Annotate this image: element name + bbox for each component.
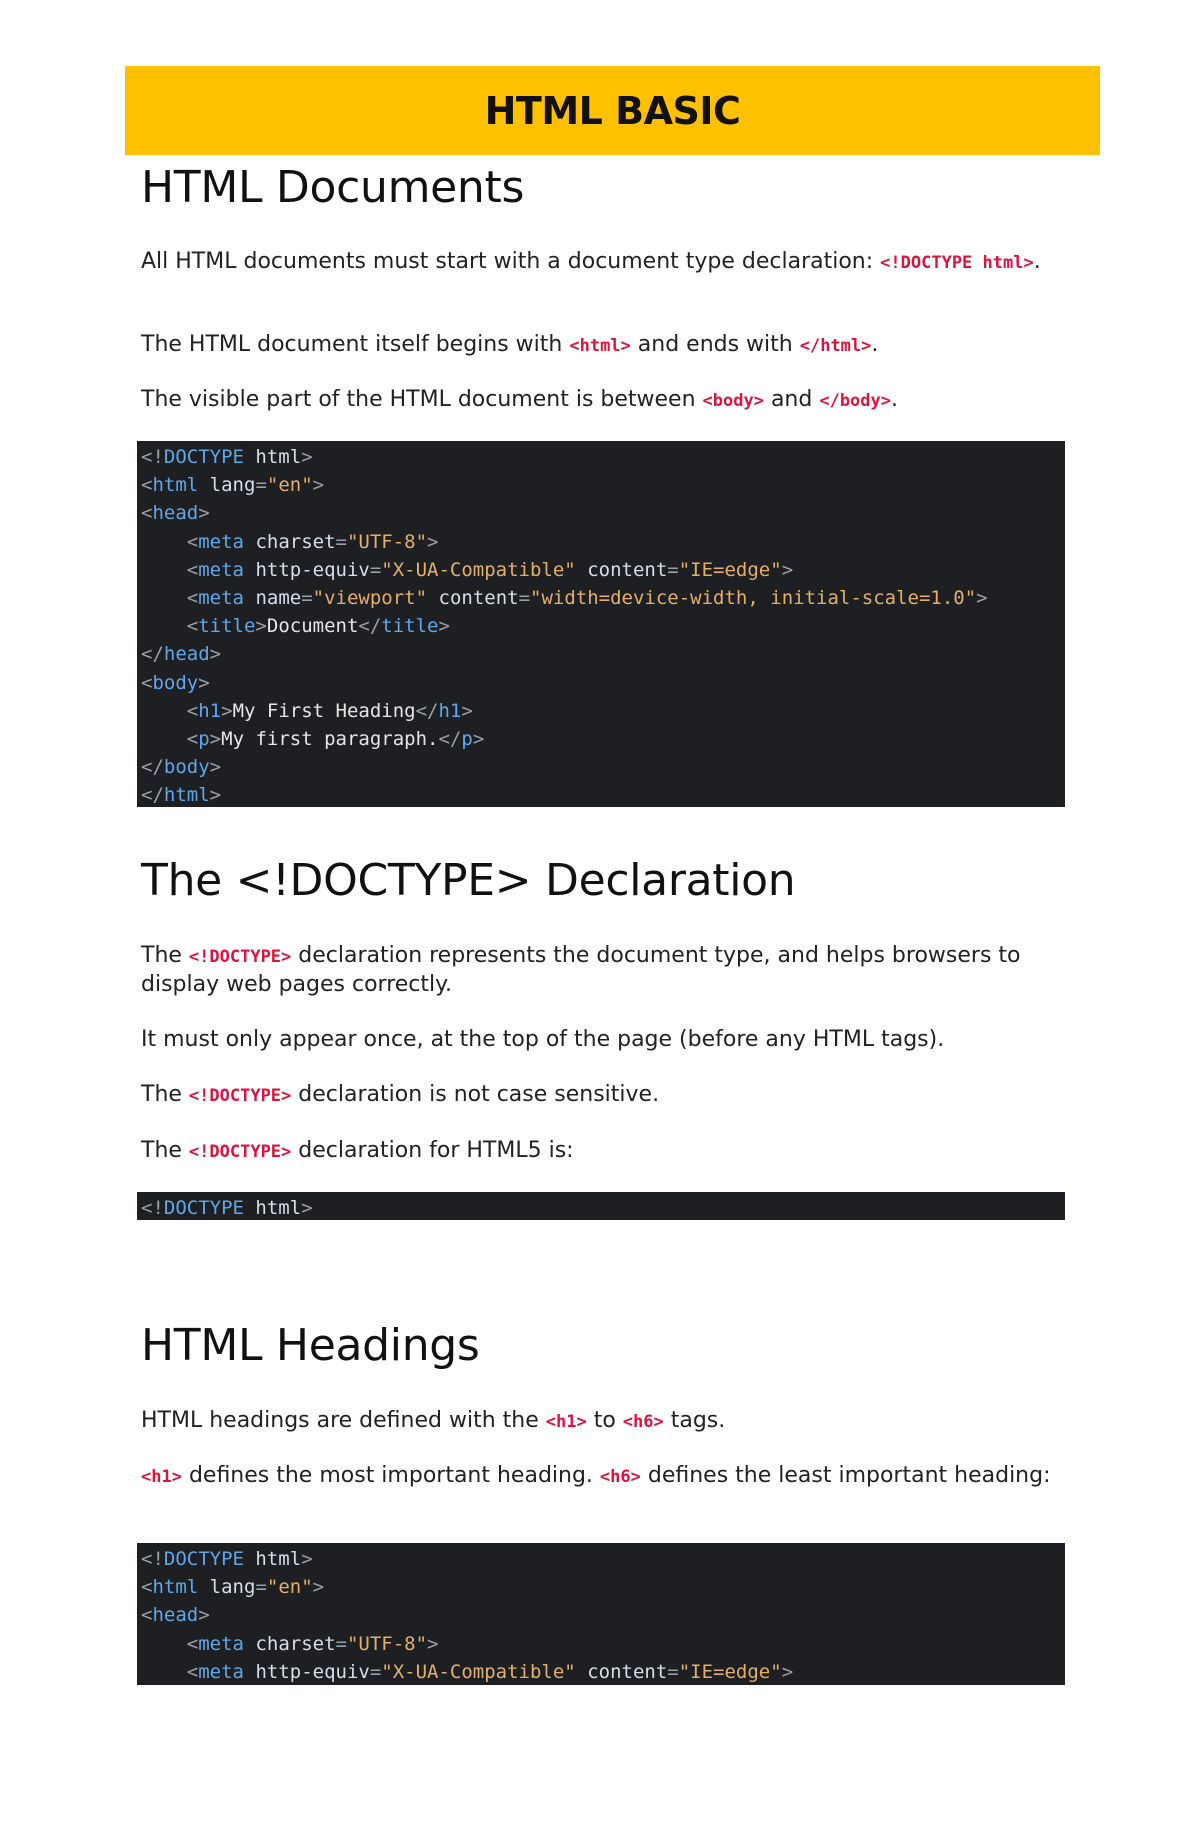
section-heading: The <!DOCTYPE> Declaration (141, 855, 796, 906)
code-token: < (141, 502, 153, 525)
code-token: meta (198, 586, 244, 609)
code-token: < (186, 586, 199, 609)
code-token: > (255, 615, 267, 638)
code-token: </ (141, 784, 164, 807)
code-token: html (163, 784, 210, 807)
code-token (198, 1576, 209, 1598)
code-token: > (301, 1197, 313, 1219)
code-token: > (198, 671, 210, 694)
code-token: < (186, 615, 199, 638)
code-token: > (312, 474, 325, 497)
code-token (141, 587, 187, 609)
inline-code: <h6> (622, 1412, 664, 1432)
paragraph-text: . (871, 332, 879, 357)
code-token: = (667, 558, 679, 581)
code-line (141, 640, 1065, 668)
code-token: lang (209, 1576, 256, 1599)
code-token: lang (209, 474, 256, 497)
code-token: > (301, 1548, 313, 1570)
paragraph (141, 1026, 1081, 1053)
code-token: html (255, 1548, 302, 1570)
code-line (141, 1573, 1065, 1601)
code-token: </ (141, 756, 164, 779)
code-token (244, 587, 255, 609)
paragraph-text: and (763, 387, 820, 412)
paragraph-text: The (141, 1138, 189, 1163)
code-token: = (667, 1660, 679, 1683)
code-token: meta (198, 1660, 244, 1683)
code-token: html (152, 1576, 199, 1599)
paragraph-text: It must only appear once, at the top of the page (before any HTML tags). (141, 1027, 945, 1052)
code-token (141, 728, 187, 750)
code-token: > (209, 784, 222, 807)
code-token (198, 474, 209, 496)
section-doctype-declaration (141, 853, 1091, 909)
code-block (137, 1543, 1065, 1685)
code-token: html (255, 446, 302, 468)
code-line (141, 556, 1065, 584)
code-token (427, 587, 438, 609)
code-token: = (369, 558, 382, 581)
code-token: Document (266, 615, 359, 638)
inline-code: <!DOCTYPE> (188, 947, 292, 967)
code-token: "width=device-width, initial-scale=1.0" (530, 586, 977, 609)
paragraph (141, 1137, 1081, 1166)
code-token: < (186, 530, 199, 553)
code-token: head (152, 1604, 199, 1627)
code-line (141, 1545, 1065, 1573)
code-token: > (301, 446, 313, 468)
paragraph-text: All HTML documents must start with a document type declaration: (141, 249, 881, 274)
code-token: http-equiv (255, 558, 370, 581)
code-token: charset (255, 530, 336, 553)
inline-code: <h1> (545, 1412, 587, 1432)
code-token: h1 (438, 699, 462, 722)
code-line (141, 669, 1065, 697)
inline-code: <!DOCTYPE> (188, 1142, 292, 1162)
code-token: > (209, 727, 222, 750)
code-token: < (186, 1632, 199, 1655)
code-token: "en" (266, 474, 313, 497)
paragraph-text: The (141, 1082, 189, 1107)
code-token: body (163, 756, 210, 779)
code-token: title (381, 615, 439, 638)
code-token (244, 1197, 255, 1219)
code-line (141, 471, 1065, 499)
paragraph-text: defines the most important heading. (181, 1463, 600, 1488)
code-line (141, 499, 1065, 527)
code-token: < (141, 1604, 153, 1627)
code-line (141, 753, 1065, 781)
code-token: meta (198, 558, 244, 581)
paragraph-text: defines the least important heading: (640, 1463, 1051, 1488)
code-line (141, 1630, 1065, 1658)
inline-code: <h1> (141, 1467, 182, 1487)
code-token: My first paragraph. (221, 727, 439, 750)
code-token: < (186, 1660, 199, 1683)
code-token: content (438, 586, 519, 609)
section-html-headings (141, 1318, 1091, 1374)
code-line (141, 1601, 1065, 1629)
inline-code: <!DOCTYPE html> (880, 253, 1034, 273)
paragraph-text: declaration represents the document type, and helps browsers to display web pages correctly. (141, 943, 1021, 997)
inline-code: </body> (819, 391, 891, 411)
section-heading: HTML Documents (141, 162, 525, 213)
code-token: = (335, 1632, 347, 1655)
paragraph (141, 942, 1081, 998)
paragraph (141, 1081, 1081, 1110)
inline-code: <html> (569, 336, 631, 356)
code-token: head (163, 643, 210, 666)
code-token: < (141, 474, 153, 497)
code-token: http-equiv (255, 1660, 370, 1683)
code-token: p (461, 727, 473, 750)
paragraph-text: The HTML document itself begins with (141, 332, 570, 357)
code-token (141, 700, 187, 722)
code-token: < (186, 699, 199, 722)
section-heading: HTML Headings (141, 1320, 480, 1371)
code-token: "viewport" (312, 586, 428, 609)
document-title: HTML BASIC (484, 88, 741, 133)
code-token: < (186, 558, 199, 581)
code-token (244, 1548, 255, 1570)
code-token (141, 531, 187, 553)
code-token: = (335, 530, 347, 553)
code-token: html (255, 1197, 302, 1219)
code-token: > (472, 727, 485, 750)
code-token: "UTF-8" (346, 530, 428, 553)
code-token: > (781, 1660, 794, 1683)
code-token (141, 1633, 187, 1655)
paragraph-text: declaration is not case sensitive. (291, 1082, 660, 1107)
code-block (137, 1192, 1065, 1220)
code-token: <! (141, 446, 164, 468)
inline-code: <h6> (599, 1467, 641, 1487)
code-token: "en" (266, 1576, 313, 1599)
code-token (141, 1661, 187, 1683)
code-token (576, 1661, 587, 1683)
code-line (141, 697, 1065, 725)
code-token: < (141, 1576, 153, 1599)
code-token (576, 559, 587, 581)
code-token: <! (141, 1197, 164, 1219)
code-token: "IE=edge" (678, 558, 782, 581)
code-line (141, 528, 1065, 556)
code-token: > (312, 1576, 325, 1599)
code-token: My First Heading (232, 699, 416, 722)
code-token: title (198, 615, 256, 638)
code-line (141, 781, 1065, 807)
code-token: "IE=edge" (678, 1660, 782, 1683)
paragraph-text: . (891, 387, 898, 412)
code-token: < (141, 671, 153, 694)
paragraph (141, 386, 1081, 415)
code-token: content (587, 558, 668, 581)
code-token (244, 446, 255, 468)
code-token: > (781, 558, 794, 581)
code-line (141, 1194, 1065, 1220)
code-token: content (587, 1660, 668, 1683)
code-token: p (198, 727, 210, 750)
inline-code: </html> (799, 336, 872, 356)
code-token: > (976, 586, 988, 609)
code-line (141, 612, 1065, 640)
paragraph-text: declaration for HTML5 is: (291, 1138, 574, 1163)
code-token: = (369, 1660, 382, 1683)
code-token (141, 615, 187, 637)
paragraph (141, 1407, 1081, 1436)
code-token: DOCTYPE (163, 1197, 244, 1219)
code-token: = (301, 586, 313, 609)
title-banner (125, 66, 1100, 155)
code-token: h1 (198, 699, 222, 722)
code-token: "UTF-8" (346, 1632, 428, 1655)
code-line (141, 443, 1065, 471)
code-token (244, 1661, 255, 1683)
code-token (141, 559, 187, 581)
code-token: > (209, 756, 222, 779)
code-token: html (152, 474, 199, 497)
code-token: < (186, 727, 199, 750)
inline-code: <!DOCTYPE> (188, 1086, 292, 1106)
paragraph-text: The visible part of the HTML document is between (141, 387, 703, 412)
code-token: > (198, 1604, 210, 1627)
code-token: DOCTYPE (163, 1548, 244, 1570)
code-token: </ (358, 615, 382, 638)
code-token: > (198, 502, 210, 525)
paragraph (141, 1462, 1081, 1491)
code-token: body (152, 671, 199, 694)
code-token: "X-UA-Compatible" (381, 558, 576, 581)
code-token: = (255, 1576, 267, 1599)
code-line (141, 1658, 1065, 1685)
paragraph (141, 331, 1081, 360)
code-token: head (152, 502, 199, 525)
paragraph-text: The (141, 943, 189, 968)
code-line (141, 725, 1065, 753)
code-token: = (518, 586, 531, 609)
code-token: charset (255, 1632, 336, 1655)
code-token: > (427, 1632, 439, 1655)
code-token: </ (141, 643, 164, 666)
code-token: > (221, 699, 233, 722)
code-token: "X-UA-Compatible" (381, 1660, 576, 1683)
code-token (244, 559, 255, 581)
paragraph-text: . (1033, 249, 1041, 274)
paragraph (141, 248, 1081, 277)
code-token: > (209, 643, 222, 666)
code-token (244, 531, 255, 553)
code-token: </ (438, 727, 462, 750)
code-token: name (255, 586, 302, 609)
code-token: > (438, 615, 450, 638)
paragraph-text: HTML headings are defined with the (141, 1408, 546, 1433)
code-token: DOCTYPE (163, 446, 244, 468)
code-token: = (255, 474, 267, 497)
code-token: </ (415, 699, 439, 722)
code-token: > (427, 530, 439, 553)
code-token: > (461, 699, 473, 722)
code-token: <! (141, 1548, 164, 1570)
section-html-documents (141, 160, 1091, 216)
paragraph-text: tags. (663, 1408, 726, 1433)
paragraph-text: to (586, 1408, 623, 1433)
code-block (137, 441, 1065, 807)
inline-code: <body> (702, 391, 764, 411)
paragraph-text: and ends with (630, 332, 800, 357)
code-token: meta (198, 1632, 244, 1655)
code-line (141, 584, 1065, 612)
code-token: meta (198, 530, 244, 553)
code-token (244, 1633, 255, 1655)
